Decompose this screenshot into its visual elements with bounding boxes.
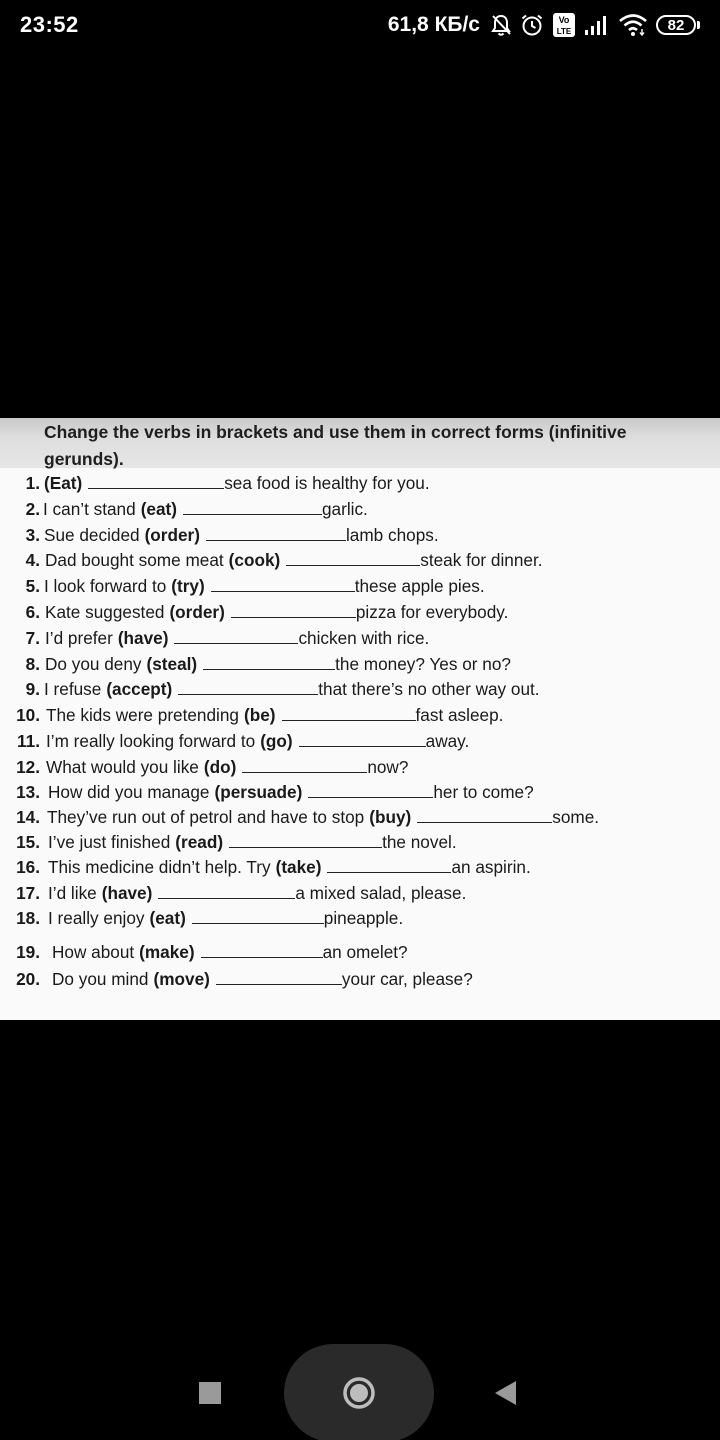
worksheet-instruction: Change the verbs in brackets and use them in correct forms (infinitive gerunds). — [44, 422, 627, 469]
answer-blank — [286, 548, 420, 566]
exercise-sentence — [44, 677, 540, 701]
exercise-item — [0, 471, 720, 495]
exercise-item — [0, 906, 720, 930]
exercise-after-text: her to come? — [433, 782, 534, 802]
exercise-sentence — [45, 626, 429, 650]
worksheet-photo — [0, 418, 720, 1020]
volte-text-top: Vo — [558, 15, 570, 25]
answer-blank — [299, 729, 426, 747]
exercise-number: 18. — [16, 908, 40, 928]
exercise-before-text: Dad bought some meat — [45, 550, 224, 570]
exercise-item — [0, 940, 720, 964]
exercise-after-text: the money? Yes or no? — [335, 654, 511, 674]
battery-level: 82 — [656, 15, 696, 35]
exercise-verb: (Eat) — [44, 473, 83, 493]
answer-blank — [183, 497, 322, 515]
exercise-sentence — [45, 600, 508, 624]
exercise-item — [0, 729, 720, 753]
exercise-sentence — [48, 780, 534, 804]
exercise-verb: (order) — [169, 602, 225, 622]
exercise-verb: (have) — [117, 628, 169, 648]
exercise-before-text: I’d like — [48, 883, 97, 903]
exercise-number: 15. — [16, 832, 40, 852]
exercise-number: 10. — [16, 705, 40, 725]
exercise-sentence — [52, 967, 473, 991]
exercise-after-text: lamb chops. — [345, 525, 439, 545]
answer-blank — [178, 677, 318, 695]
answer-blank — [282, 703, 416, 721]
answer-blank — [192, 906, 324, 924]
exercise-before-text: Do you deny — [45, 654, 142, 674]
exercise-before-text: I look forward to — [44, 576, 167, 596]
answer-blank — [211, 574, 355, 592]
exercise-before-text: I can’t stand — [43, 499, 136, 519]
exercise-item — [0, 497, 720, 521]
exercise-item — [0, 574, 720, 598]
exercise-sentence — [46, 729, 469, 753]
exercise-number: 2. — [25, 499, 40, 519]
recents-button[interactable] — [199, 1382, 221, 1404]
exercise-verb: (be) — [244, 705, 276, 725]
exercise-before-text: How about — [52, 942, 135, 962]
exercise-sentence — [48, 881, 466, 905]
exercise-number: 11. — [17, 731, 40, 751]
exercise-item — [0, 677, 720, 701]
exercise-number: 4. — [25, 550, 40, 570]
exercise-before-text: They’ve run out of petrol and have to stop — [47, 807, 365, 827]
exercise-verb: (try) — [171, 576, 205, 596]
exercise-before-text: Kate suggested — [45, 602, 165, 622]
exercise-verb: (go) — [260, 731, 293, 751]
exercise-item — [0, 780, 720, 804]
exercise-before-text: Sue decided — [44, 525, 140, 545]
volte-text-bottom: LTE — [556, 27, 572, 36]
exercise-number: 19. — [16, 942, 40, 962]
answer-blank — [88, 471, 224, 489]
exercise-verb: (do) — [203, 757, 237, 777]
exercise-item — [0, 600, 720, 624]
exercise-verb: (move) — [153, 969, 210, 989]
exercise-verb: (eat) — [140, 499, 177, 519]
answer-blank — [231, 600, 356, 618]
exercise-after-text: fast asleep. — [415, 705, 504, 725]
exercise-sentence — [44, 523, 439, 547]
bell-off-icon — [490, 13, 512, 37]
exercise-after-text: chicken with rice. — [298, 628, 430, 648]
volte-icon — [552, 12, 576, 38]
answer-blank — [174, 626, 298, 644]
exercise-number: 8. — [25, 654, 40, 674]
exercise-after-text: steak for dinner. — [420, 550, 543, 570]
answer-blank — [308, 780, 433, 798]
exercise-verb: (read) — [175, 832, 224, 852]
exercise-after-text: your car, please? — [341, 969, 473, 989]
exercise-verb: (steal) — [146, 654, 198, 674]
exercise-verb: (take) — [275, 857, 322, 877]
exercise-verb: (eat) — [149, 908, 186, 928]
answer-blank — [216, 967, 342, 985]
exercise-number: 12. — [16, 757, 40, 777]
exercise-after-text: garlic. — [321, 499, 368, 519]
answer-blank — [201, 940, 323, 958]
exercise-item — [0, 967, 720, 991]
exercise-sentence — [46, 703, 503, 727]
exercise-number: 14. — [16, 807, 40, 827]
exercise-number: 3. — [25, 525, 40, 545]
exercise-before-text: I’m really looking forward to — [46, 731, 256, 751]
exercise-before-text: I’d prefer — [45, 628, 113, 648]
exercise-after-text: pizza for everybody. — [355, 602, 509, 622]
exercise-item — [0, 548, 720, 572]
exercise-verb: (order) — [144, 525, 200, 545]
exercise-item — [0, 881, 720, 905]
exercise-after-text: an aspirin. — [451, 857, 531, 877]
exercise-item — [0, 830, 720, 854]
answer-blank — [206, 523, 346, 541]
answer-blank — [242, 755, 367, 773]
exercise-number: 7. — [25, 628, 40, 648]
answer-blank — [327, 855, 451, 873]
home-button[interactable] — [342, 1376, 376, 1410]
exercise-sentence — [52, 940, 408, 964]
exercise-after-text: now? — [367, 757, 409, 777]
wifi-icon — [618, 13, 648, 37]
exercise-before-text: The kids were pretending — [46, 705, 239, 725]
exercise-sentence — [46, 755, 408, 779]
exercise-item — [0, 855, 720, 879]
exercise-sentence — [44, 471, 430, 495]
exercise-after-text: away. — [425, 731, 470, 751]
answer-blank — [417, 805, 552, 823]
battery-tip — [697, 21, 700, 29]
exercise-after-text: the novel. — [382, 832, 457, 852]
exercise-before-text: I’ve just finished — [48, 832, 171, 852]
answer-blank — [203, 652, 335, 670]
back-button[interactable] — [494, 1380, 518, 1406]
exercise-sentence — [43, 497, 368, 521]
exercise-before-text: I really enjoy — [48, 908, 145, 928]
exercise-item — [0, 652, 720, 676]
exercise-number: 6. — [25, 602, 40, 622]
exercise-item — [0, 626, 720, 650]
exercise-verb: (cook) — [228, 550, 281, 570]
exercise-item — [0, 805, 720, 829]
exercise-after-text: these apple pies. — [354, 576, 485, 596]
exercise-after-text: an omelet? — [322, 942, 408, 962]
signal-icon — [584, 14, 610, 36]
battery-icon — [656, 15, 700, 35]
exercise-sentence — [45, 548, 543, 572]
exercise-before-text: Do you mind — [52, 969, 149, 989]
exercise-number: 20. — [16, 969, 40, 989]
navigation-bar — [0, 1340, 720, 1440]
exercise-number: 5. — [25, 576, 40, 596]
exercise-verb: (buy) — [369, 807, 412, 827]
exercise-sentence — [44, 574, 485, 598]
exercise-number: 9. — [25, 679, 40, 699]
exercise-verb: (persuade) — [214, 782, 303, 802]
exercise-before-text: How did you manage — [48, 782, 210, 802]
exercise-after-text: some. — [552, 807, 600, 827]
status-bar — [0, 0, 720, 50]
exercise-number: 1. — [25, 473, 40, 493]
exercise-item — [0, 755, 720, 779]
exercise-after-text: a mixed salad, please. — [295, 883, 467, 903]
exercise-after-text: pineapple. — [323, 908, 404, 928]
network-speed: 61,8 КБ/с — [387, 13, 480, 36]
answer-blank — [158, 881, 295, 899]
exercise-number: 13. — [16, 782, 40, 802]
exercise-verb: (have) — [101, 883, 153, 903]
exercise-sentence — [47, 805, 599, 829]
exercise-sentence — [48, 830, 457, 854]
exercise-number: 17. — [16, 883, 40, 903]
exercise-verb: (accept) — [106, 679, 173, 699]
exercise-before-text: I refuse — [44, 679, 102, 699]
exercise-item — [0, 523, 720, 547]
exercise-sentence — [45, 652, 511, 676]
exercise-before-text: What would you like — [46, 757, 199, 777]
exercise-after-text: that there’s no other way out. — [318, 679, 540, 699]
alarm-icon — [520, 13, 544, 37]
status-icons — [388, 10, 700, 40]
status-time: 23:52 — [20, 12, 79, 37]
exercise-verb: (make) — [139, 942, 195, 962]
exercise-number: 16. — [16, 857, 40, 877]
exercise-before-text: This medicine didn’t help. Try — [48, 857, 271, 877]
exercise-sentence — [48, 906, 403, 930]
exercise-item — [0, 703, 720, 727]
answer-blank — [229, 830, 382, 848]
exercise-sentence — [48, 855, 531, 879]
exercise-after-text: sea food is healthy for you. — [224, 473, 430, 493]
